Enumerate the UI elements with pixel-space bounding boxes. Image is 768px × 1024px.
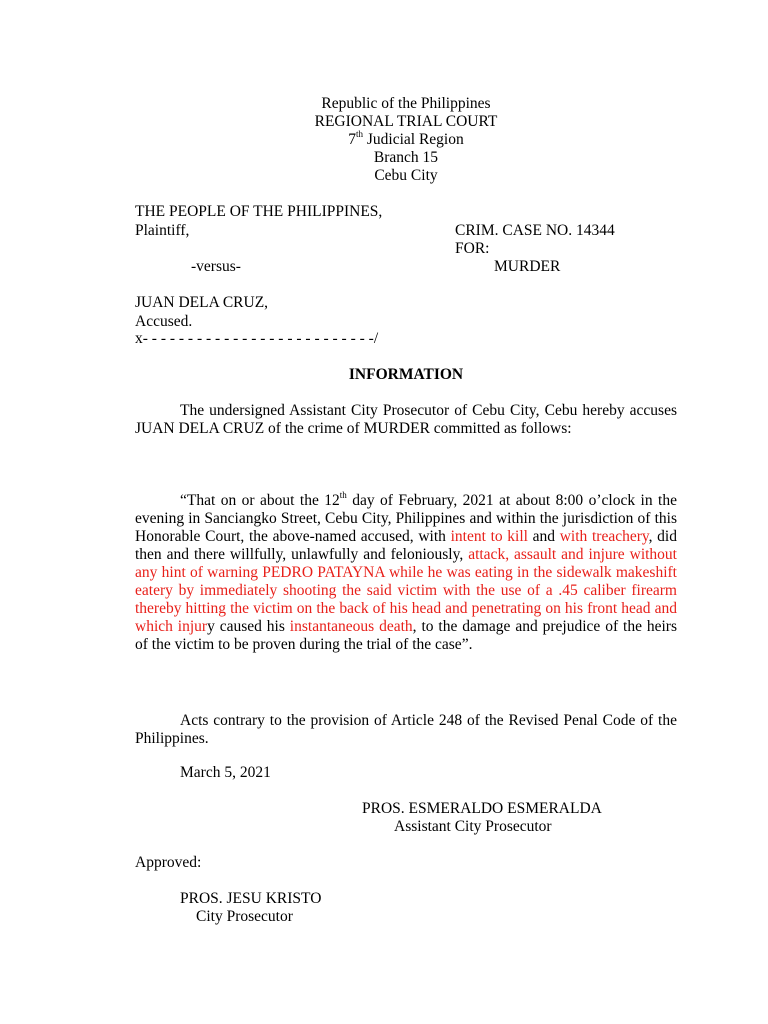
approved-label: Approved: xyxy=(135,854,202,871)
accused-name: JUAN DELA CRUZ, xyxy=(135,294,269,311)
contrary-paragraph: Acts contrary to the provision of Article 248 of the Revised Penal Code of the Philippines. xyxy=(135,712,677,747)
highlight-death: instantaneous death xyxy=(289,618,413,635)
approver-name: PROS. JESU KRISTO xyxy=(180,890,322,907)
intro-paragraph: The undersigned Assistant City Prosecutor of Cebu City, Cebu hereby accuses JUAN DELA CRUZ of the crime of MURDER committed as follows: xyxy=(135,402,677,437)
caption-separator: x- - - - - - - - - - - - - - - - - - - - - - - - - -/ xyxy=(135,330,379,347)
for-label: FOR: xyxy=(455,240,490,257)
plaintiff-role: Plaintiff, xyxy=(135,222,190,239)
case-number: CRIM. CASE NO. 14344 xyxy=(455,222,615,239)
court-heading xyxy=(0,95,768,185)
heading-court: REGIONAL TRIAL COURT xyxy=(314,113,498,130)
highlight-attack: attack, assault and injure without any hint of warning PEDRO PATAYNA while he was eating in the sidewalk makeshift eatery by immediately shooting the said victim with the use of a .45 caliber firearm thereby hitting the victim on the back of his head and penetrating on his front head and which injur xyxy=(135,546,677,635)
versus-label: -versus- xyxy=(191,258,241,275)
plaintiff-name: THE PEOPLE OF THE PHILIPPINES, xyxy=(135,203,383,220)
highlight-intent: intent to kill xyxy=(450,528,528,545)
heading-republic: Republic of the Philippines xyxy=(321,95,491,112)
signatory-title: Assistant City Prosecutor xyxy=(394,818,552,835)
signatory-name: PROS. ESMERALDO ESMERALDA xyxy=(362,800,602,817)
allegation-paragraph: “That on or about the 12th day of February, 2021 at about 8:00 o’clock in the evening in Sanciangko Street, Cebu City, Philippines and within the jurisdiction of this Honorable Court, the above-named accused, with intent to kill and with treachery, did then and there willfully, unlawfully and feloniously, attack, assault and injure without any hint of warning PEDRO PATAYNA while he was eating in the sidewalk makeshift eatery by immediately shooting the said victim with the use of a .45 caliber firearm thereby hitting the victim on the back of his head and penetrating on his front head and which injury caused his instantaneous death, to the damage and prejudice of the heirs of the victim to be proven during the trial of the case”. xyxy=(135,489,677,653)
heading-branch: Branch 15 xyxy=(373,149,439,166)
accused-role: Accused. xyxy=(135,313,193,330)
heading-region: 7th Judicial Region xyxy=(348,128,464,148)
highlight-treachery: with treachery xyxy=(559,528,649,545)
document-date: March 5, 2021 xyxy=(180,764,271,781)
approver-title: City Prosecutor xyxy=(196,908,293,925)
heading-city: Cebu City xyxy=(374,167,438,184)
crime-label: MURDER xyxy=(494,258,561,275)
document-title: INFORMATION xyxy=(348,366,464,383)
